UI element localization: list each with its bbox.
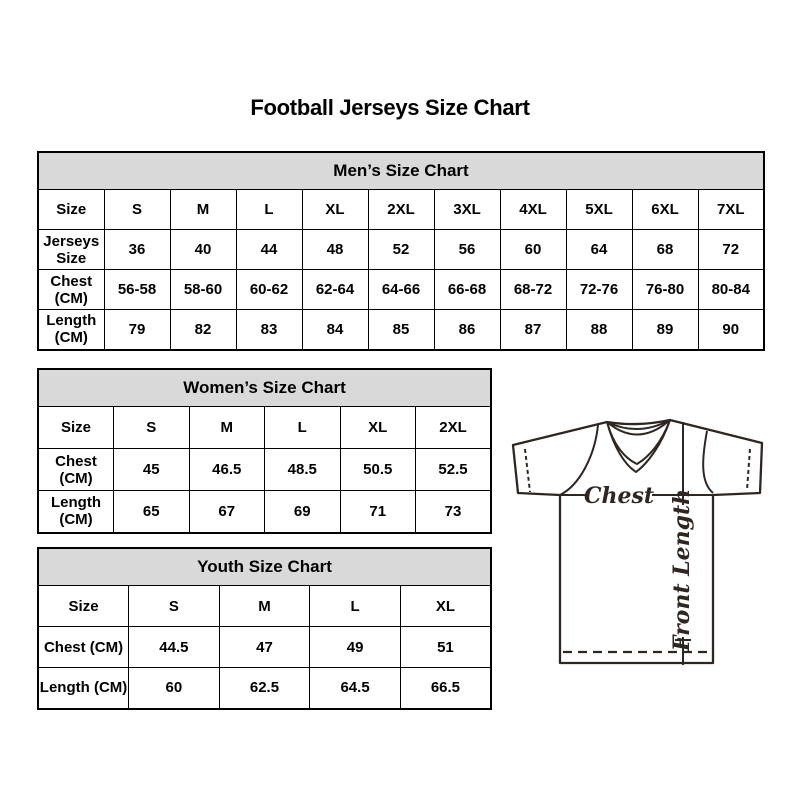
row-label-cell: Size bbox=[38, 190, 104, 230]
value-cell: 45 bbox=[114, 449, 190, 491]
mens-table-title: Men’s Size Chart bbox=[38, 152, 764, 190]
size-header-cell: XL bbox=[340, 407, 416, 449]
size-header-cell: XL bbox=[400, 586, 491, 627]
value-cell: 80-84 bbox=[698, 270, 764, 310]
size-header-cell: S bbox=[129, 586, 220, 627]
value-cell: 60 bbox=[129, 668, 220, 709]
jersey-outline bbox=[513, 420, 762, 663]
mens-size-table bbox=[37, 151, 765, 351]
row-label-cell: Length (CM) bbox=[38, 491, 114, 533]
row-label-cell: Length (CM) bbox=[38, 310, 104, 350]
value-cell: 48.5 bbox=[265, 449, 341, 491]
row-label-cell: Size bbox=[38, 407, 114, 449]
page-title: Football Jerseys Size Chart bbox=[250, 95, 530, 120]
value-cell: 68-72 bbox=[500, 270, 566, 310]
value-cell: 79 bbox=[104, 310, 170, 350]
size-header-cell: M bbox=[170, 190, 236, 230]
value-cell: 88 bbox=[566, 310, 632, 350]
youth-table-title: Youth Size Chart bbox=[38, 548, 491, 586]
value-cell: 73 bbox=[416, 491, 492, 533]
value-cell: 65 bbox=[114, 491, 190, 533]
size-header-cell: L bbox=[265, 407, 341, 449]
value-cell: 46.5 bbox=[189, 449, 265, 491]
size-header-cell: M bbox=[219, 586, 310, 627]
value-cell: 68 bbox=[632, 230, 698, 270]
value-cell: 86 bbox=[434, 310, 500, 350]
front-length-label: Front Length bbox=[669, 488, 695, 652]
value-cell: 83 bbox=[236, 310, 302, 350]
value-cell: 60 bbox=[500, 230, 566, 270]
size-header-cell: 2XL bbox=[368, 190, 434, 230]
value-cell: 64-66 bbox=[368, 270, 434, 310]
value-cell: 64.5 bbox=[310, 668, 401, 709]
row-label-cell: Chest (CM) bbox=[38, 449, 114, 491]
value-cell: 58-60 bbox=[170, 270, 236, 310]
value-cell: 90 bbox=[698, 310, 764, 350]
size-header-cell: 6XL bbox=[632, 190, 698, 230]
size-header-cell: M bbox=[189, 407, 265, 449]
value-cell: 48 bbox=[302, 230, 368, 270]
value-cell: 51 bbox=[400, 627, 491, 668]
value-cell: 40 bbox=[170, 230, 236, 270]
size-header-cell: 3XL bbox=[434, 190, 500, 230]
size-header-cell: S bbox=[104, 190, 170, 230]
value-cell: 52 bbox=[368, 230, 434, 270]
size-header-cell: XL bbox=[302, 190, 368, 230]
value-cell: 47 bbox=[219, 627, 310, 668]
size-header-cell: 4XL bbox=[500, 190, 566, 230]
value-cell: 69 bbox=[265, 491, 341, 533]
value-cell: 50.5 bbox=[340, 449, 416, 491]
value-cell: 52.5 bbox=[416, 449, 492, 491]
womens-size-table bbox=[37, 368, 492, 534]
row-label-cell: Chest (CM) bbox=[38, 627, 129, 668]
value-cell: 44 bbox=[236, 230, 302, 270]
value-cell: 44.5 bbox=[129, 627, 220, 668]
value-cell: 62.5 bbox=[219, 668, 310, 709]
size-header-cell: 2XL bbox=[416, 407, 492, 449]
womens-table-title: Women’s Size Chart bbox=[38, 369, 491, 407]
value-cell: 84 bbox=[302, 310, 368, 350]
row-label-cell: Length (CM) bbox=[38, 668, 129, 709]
size-header-cell: L bbox=[236, 190, 302, 230]
value-cell: 89 bbox=[632, 310, 698, 350]
row-label-cell: Size bbox=[38, 586, 129, 627]
value-cell: 76-80 bbox=[632, 270, 698, 310]
value-cell: 64 bbox=[566, 230, 632, 270]
value-cell: 62-64 bbox=[302, 270, 368, 310]
value-cell: 72 bbox=[698, 230, 764, 270]
value-cell: 82 bbox=[170, 310, 236, 350]
value-cell: 85 bbox=[368, 310, 434, 350]
value-cell: 87 bbox=[500, 310, 566, 350]
value-cell: 60-62 bbox=[236, 270, 302, 310]
youth-size-table bbox=[37, 547, 492, 710]
value-cell: 71 bbox=[340, 491, 416, 533]
value-cell: 72-76 bbox=[566, 270, 632, 310]
size-header-cell: L bbox=[310, 586, 401, 627]
value-cell: 36 bbox=[104, 230, 170, 270]
value-cell: 49 bbox=[310, 627, 401, 668]
value-cell: 56 bbox=[434, 230, 500, 270]
size-header-cell: 7XL bbox=[698, 190, 764, 230]
row-label-cell: Chest (CM) bbox=[38, 270, 104, 310]
chest-label: Chest bbox=[583, 483, 655, 509]
row-label-cell: Jerseys Size bbox=[38, 230, 104, 270]
jersey-measurement-diagram bbox=[498, 398, 778, 683]
value-cell: 56-58 bbox=[104, 270, 170, 310]
value-cell: 66-68 bbox=[434, 270, 500, 310]
size-header-cell: S bbox=[114, 407, 190, 449]
value-cell: 66.5 bbox=[400, 668, 491, 709]
size-header-cell: 5XL bbox=[566, 190, 632, 230]
value-cell: 67 bbox=[189, 491, 265, 533]
